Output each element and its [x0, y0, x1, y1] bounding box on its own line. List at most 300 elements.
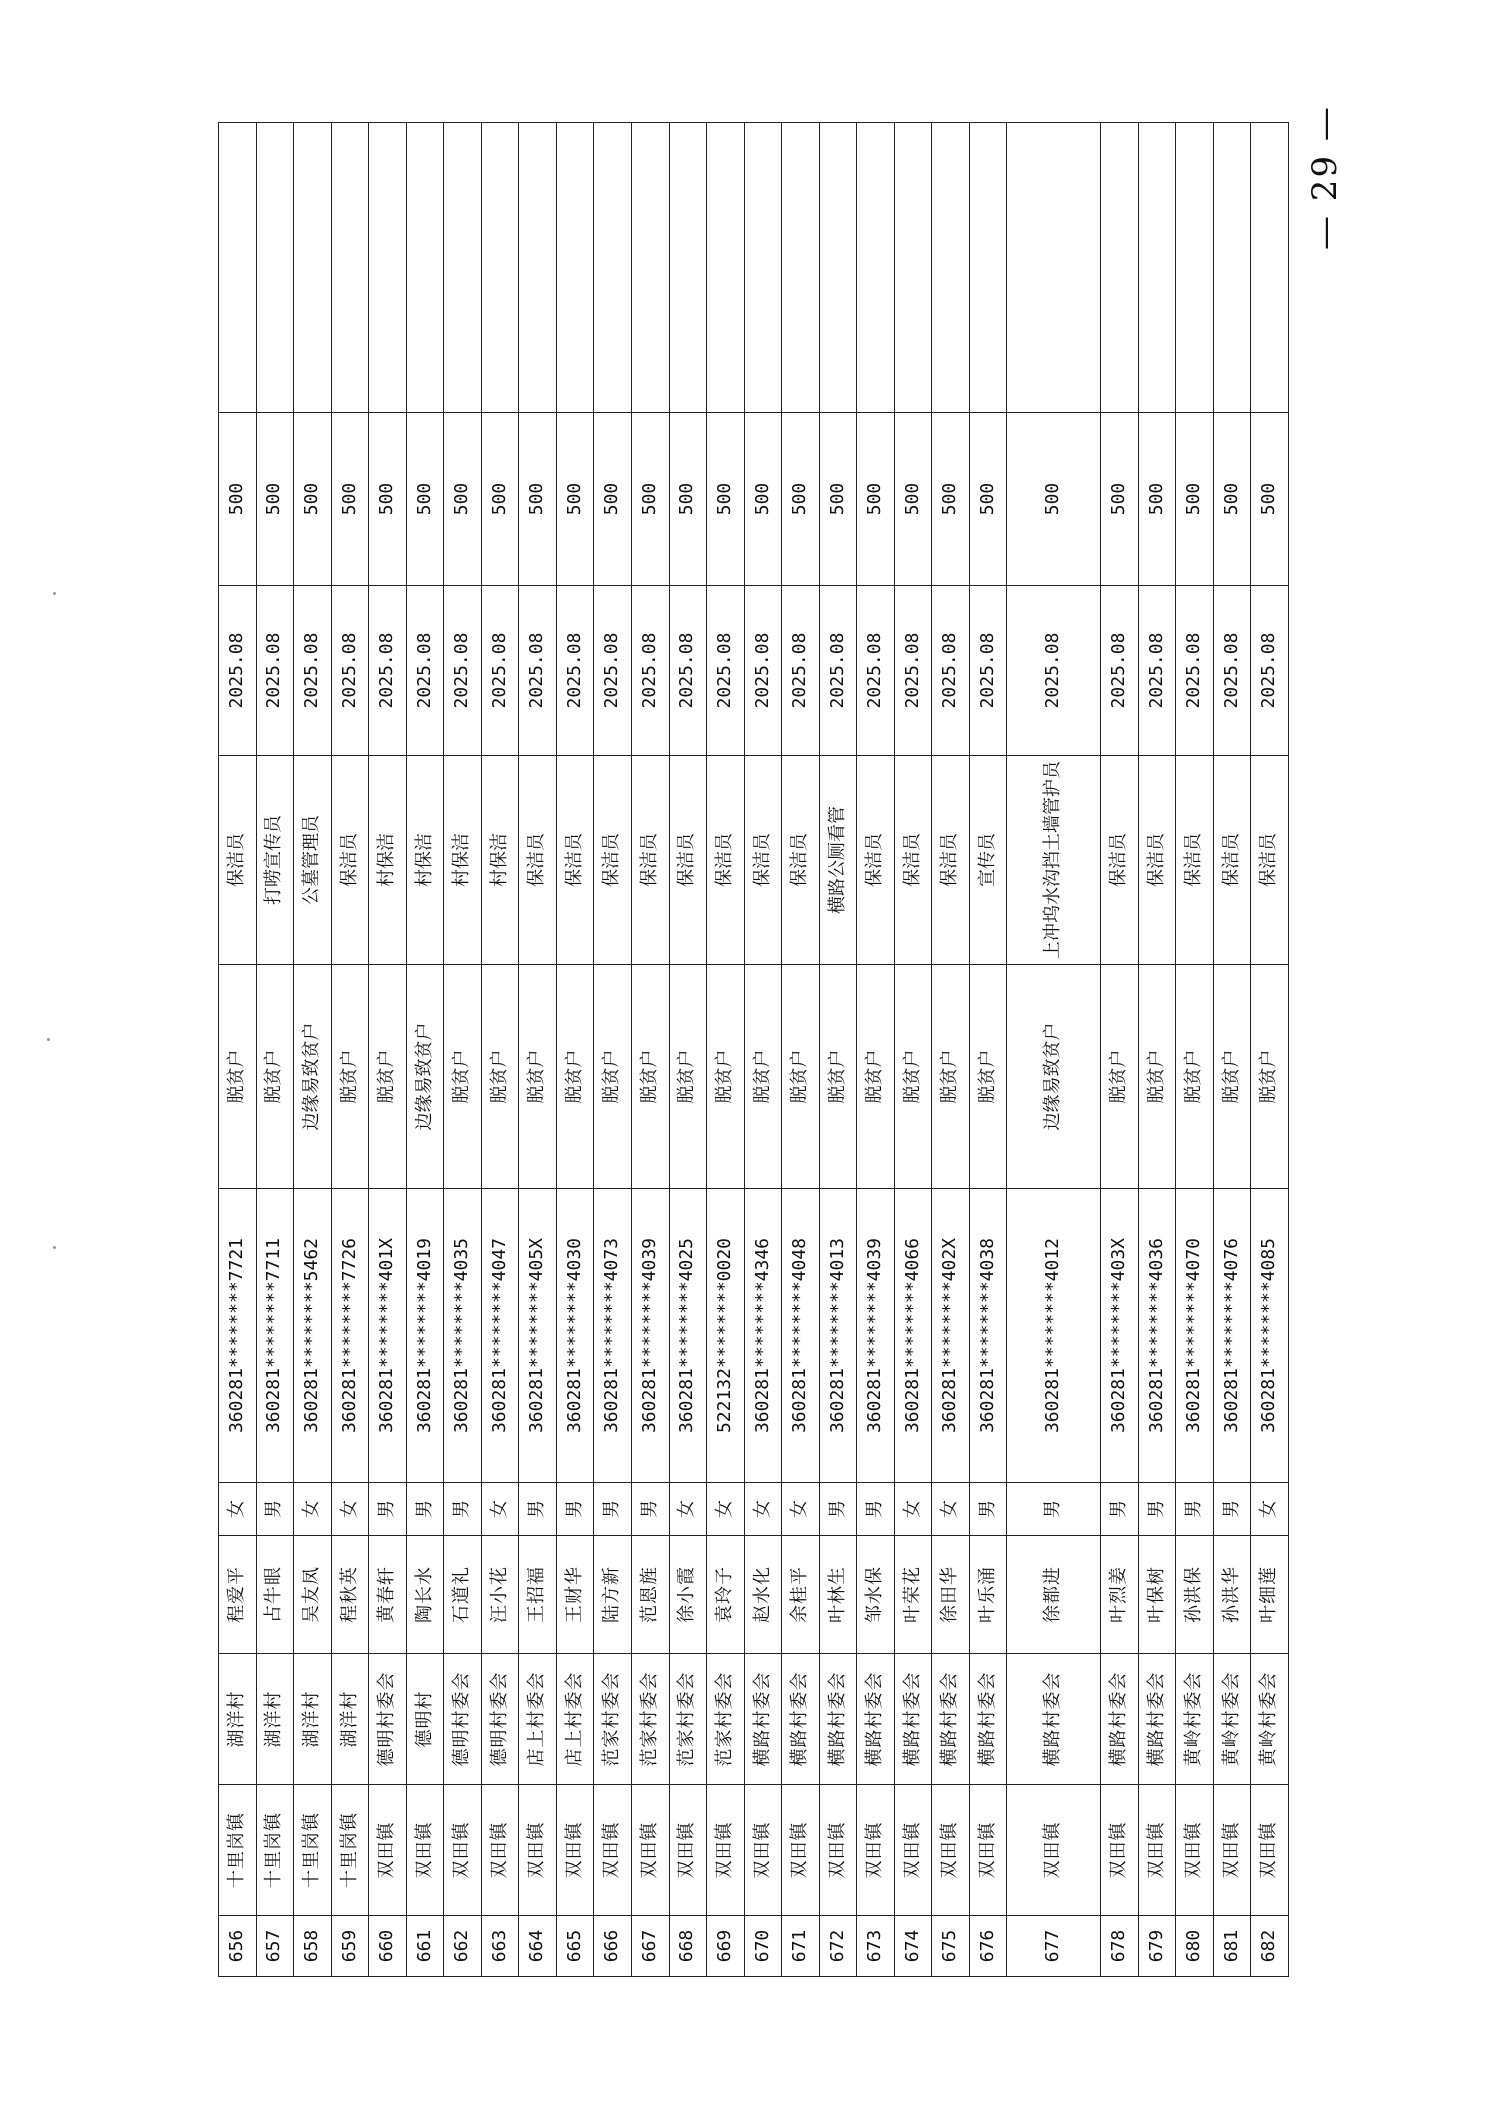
cell-town: 十里岗镇 — [256, 1785, 294, 1916]
cell-date: 2025.08 — [669, 586, 707, 756]
cell-name: 叶保树 — [1138, 1536, 1176, 1654]
cell-remarks — [1101, 123, 1139, 413]
cell-id: 360281********403X — [1101, 1189, 1139, 1483]
cell-amount: 500 — [1101, 413, 1139, 586]
cell-id: 360281********4012 — [1007, 1189, 1101, 1483]
scan-speck — [53, 1246, 56, 1249]
cell-type: 脱贫户 — [1101, 965, 1139, 1189]
cell-no: 678 — [1101, 1916, 1139, 1977]
cell-remarks — [932, 123, 970, 413]
table-row — [594, 123, 632, 1977]
cell-amount: 500 — [632, 413, 670, 586]
cell-name: 石道礼 — [444, 1536, 482, 1654]
cell-village: 湖洋村 — [219, 1654, 257, 1785]
cell-id: 360281********7726 — [331, 1189, 369, 1483]
cell-no: 663 — [481, 1916, 519, 1977]
cell-id: 360281********4073 — [594, 1189, 632, 1483]
cell-town: 双田镇 — [932, 1785, 970, 1916]
cell-date: 2025.08 — [969, 586, 1007, 756]
cell-job: 保洁员 — [744, 756, 782, 965]
table-row — [782, 123, 820, 1977]
cell-gender: 女 — [1251, 1483, 1289, 1536]
cell-gender: 男 — [1213, 1483, 1251, 1536]
cell-date: 2025.08 — [406, 586, 444, 756]
cell-date: 2025.08 — [331, 586, 369, 756]
cell-town: 双田镇 — [969, 1785, 1007, 1916]
cell-date: 2025.08 — [594, 586, 632, 756]
cell-no: 676 — [969, 1916, 1007, 1977]
cell-no: 675 — [932, 1916, 970, 1977]
cell-remarks — [894, 123, 932, 413]
cell-town: 双田镇 — [594, 1785, 632, 1916]
cell-amount: 500 — [406, 413, 444, 586]
cell-type: 脱贫户 — [1251, 965, 1289, 1189]
cell-village: 店上村委会 — [519, 1654, 557, 1785]
cell-town: 双田镇 — [819, 1785, 857, 1916]
cell-village: 横路村委会 — [782, 1654, 820, 1785]
cell-gender: 男 — [819, 1483, 857, 1536]
cell-gender: 男 — [594, 1483, 632, 1536]
cell-id: 360281********7721 — [219, 1189, 257, 1483]
cell-type: 脱贫户 — [331, 965, 369, 1189]
cell-amount: 500 — [594, 413, 632, 586]
cell-gender: 女 — [894, 1483, 932, 1536]
cell-amount: 500 — [331, 413, 369, 586]
cell-name: 汪小花 — [481, 1536, 519, 1654]
cell-no: 674 — [894, 1916, 932, 1977]
cell-id: 360281********4066 — [894, 1189, 932, 1483]
cell-amount: 500 — [707, 413, 745, 586]
cell-remarks — [1007, 123, 1101, 413]
cell-name: 陶长水 — [406, 1536, 444, 1654]
table-row — [331, 123, 369, 1977]
cell-name: 范恩旌 — [632, 1536, 670, 1654]
cell-date: 2025.08 — [632, 586, 670, 756]
cell-gender: 男 — [969, 1483, 1007, 1536]
cell-gender: 男 — [256, 1483, 294, 1536]
cell-remarks — [632, 123, 670, 413]
table-row — [1213, 123, 1251, 1977]
cell-no: 667 — [632, 1916, 670, 1977]
cell-job: 保洁员 — [519, 756, 557, 965]
cell-village: 德明村 — [406, 1654, 444, 1785]
cell-no: 666 — [594, 1916, 632, 1977]
cell-no: 661 — [406, 1916, 444, 1977]
table-row — [369, 123, 407, 1977]
cell-id: 360281********4039 — [632, 1189, 670, 1483]
cell-village: 横路村委会 — [857, 1654, 895, 1785]
cell-job: 保洁员 — [894, 756, 932, 965]
table-row — [894, 123, 932, 1977]
cell-name: 余桂平 — [782, 1536, 820, 1654]
cell-gender: 男 — [519, 1483, 557, 1536]
table-row — [556, 123, 594, 1977]
cell-job: 公墓管理员 — [294, 756, 332, 965]
cell-job: 保洁员 — [219, 756, 257, 965]
cell-type: 脱贫户 — [219, 965, 257, 1189]
cell-amount: 500 — [519, 413, 557, 586]
cell-name: 吴友凤 — [294, 1536, 332, 1654]
cell-job: 保洁员 — [782, 756, 820, 965]
table-row — [1176, 123, 1214, 1977]
table-row — [669, 123, 707, 1977]
table-row — [519, 123, 557, 1977]
cell-town: 双田镇 — [1007, 1785, 1101, 1916]
cell-no: 680 — [1176, 1916, 1214, 1977]
table-row — [707, 123, 745, 1977]
cell-village: 湖洋村 — [294, 1654, 332, 1785]
cell-amount: 500 — [1138, 413, 1176, 586]
cell-name: 叶细莲 — [1251, 1536, 1289, 1654]
cell-no: 677 — [1007, 1916, 1101, 1977]
cell-no: 669 — [707, 1916, 745, 1977]
cell-no: 673 — [857, 1916, 895, 1977]
cell-name: 孙洪保 — [1176, 1536, 1214, 1654]
cell-amount: 500 — [1007, 413, 1101, 586]
cell-type: 边缘易致贫户 — [406, 965, 444, 1189]
cell-no: 672 — [819, 1916, 857, 1977]
cell-gender: 男 — [632, 1483, 670, 1536]
cell-type: 脱贫户 — [819, 965, 857, 1189]
cell-amount: 500 — [744, 413, 782, 586]
cell-town: 双田镇 — [369, 1785, 407, 1916]
cell-name: 叶烈姜 — [1101, 1536, 1139, 1654]
cell-type: 脱贫户 — [594, 965, 632, 1189]
cell-gender: 女 — [707, 1483, 745, 1536]
cell-job: 保洁员 — [1176, 756, 1214, 965]
cell-remarks — [481, 123, 519, 413]
cell-amount: 500 — [894, 413, 932, 586]
cell-job: 保洁员 — [632, 756, 670, 965]
cell-remarks — [969, 123, 1007, 413]
cell-remarks — [331, 123, 369, 413]
cell-id: 360281********4048 — [782, 1189, 820, 1483]
cell-job: 保洁员 — [669, 756, 707, 965]
cell-id: 360281********5462 — [294, 1189, 332, 1483]
cell-name: 叶荣花 — [894, 1536, 932, 1654]
cell-name: 陆方新 — [594, 1536, 632, 1654]
cell-name: 占牛眼 — [256, 1536, 294, 1654]
cell-date: 2025.08 — [932, 586, 970, 756]
cell-village: 德明村委会 — [369, 1654, 407, 1785]
cell-no: 656 — [219, 1916, 257, 1977]
cell-job: 村保洁 — [369, 756, 407, 965]
cell-town: 双田镇 — [707, 1785, 745, 1916]
cell-date: 2025.08 — [1213, 586, 1251, 756]
cell-job: 保洁员 — [707, 756, 745, 965]
cell-type: 脱贫户 — [1176, 965, 1214, 1189]
cell-remarks — [294, 123, 332, 413]
cell-type: 边缘易致贫户 — [294, 965, 332, 1189]
cell-job: 宣传员 — [969, 756, 1007, 965]
cell-no: 658 — [294, 1916, 332, 1977]
cell-remarks — [669, 123, 707, 413]
cell-town: 双田镇 — [1213, 1785, 1251, 1916]
cell-type: 脱贫户 — [707, 965, 745, 1189]
table-row — [969, 123, 1007, 1977]
cell-name: 孙洪华 — [1213, 1536, 1251, 1654]
cell-job: 保洁员 — [1138, 756, 1176, 965]
cell-gender: 女 — [294, 1483, 332, 1536]
cell-type: 脱贫户 — [444, 965, 482, 1189]
cell-town: 双田镇 — [406, 1785, 444, 1916]
cell-name: 程爱平 — [219, 1536, 257, 1654]
cell-village: 黄岭村委会 — [1251, 1654, 1289, 1785]
cell-name: 叶乐涌 — [969, 1536, 1007, 1654]
cell-type: 脱贫户 — [969, 965, 1007, 1189]
cell-village: 湖洋村 — [331, 1654, 369, 1785]
table-row — [632, 123, 670, 1977]
cell-name: 徐小霞 — [669, 1536, 707, 1654]
cell-name: 王财华 — [556, 1536, 594, 1654]
cell-remarks — [594, 123, 632, 413]
cell-id: 360281********7711 — [256, 1189, 294, 1483]
cell-town: 十里岗镇 — [294, 1785, 332, 1916]
cell-date: 2025.08 — [782, 586, 820, 756]
cell-name: 徐都进 — [1007, 1536, 1101, 1654]
cell-date: 2025.08 — [369, 586, 407, 756]
cell-amount: 500 — [819, 413, 857, 586]
cell-date: 2025.08 — [556, 586, 594, 756]
cell-village: 德明村委会 — [481, 1654, 519, 1785]
cell-no: 668 — [669, 1916, 707, 1977]
cell-name: 程秋英 — [331, 1536, 369, 1654]
cell-date: 2025.08 — [481, 586, 519, 756]
cell-village: 范家村委会 — [632, 1654, 670, 1785]
cell-type: 脱贫户 — [556, 965, 594, 1189]
cell-type: 脱贫户 — [744, 965, 782, 1189]
table-row — [481, 123, 519, 1977]
cell-no: 671 — [782, 1916, 820, 1977]
cell-village: 横路村委会 — [1138, 1654, 1176, 1785]
cell-village: 横路村委会 — [969, 1654, 1007, 1785]
cell-name: 邹水保 — [857, 1536, 895, 1654]
cell-village: 范家村委会 — [594, 1654, 632, 1785]
cell-no: 657 — [256, 1916, 294, 1977]
cell-job: 打唠宣传员 — [256, 756, 294, 965]
cell-town: 双田镇 — [481, 1785, 519, 1916]
cell-id: 360281********402X — [932, 1189, 970, 1483]
cell-amount: 500 — [256, 413, 294, 586]
cell-name: 赵水化 — [744, 1536, 782, 1654]
cell-id: 360281********4085 — [1251, 1189, 1289, 1483]
cell-job: 保洁员 — [594, 756, 632, 965]
cell-remarks — [556, 123, 594, 413]
table-row — [444, 123, 482, 1977]
cell-village: 范家村委会 — [707, 1654, 745, 1785]
cell-gender: 男 — [444, 1483, 482, 1536]
cell-town: 双田镇 — [1176, 1785, 1214, 1916]
page-number: — 29 — — [1305, 105, 1345, 250]
cell-date: 2025.08 — [256, 586, 294, 756]
cell-amount: 500 — [782, 413, 820, 586]
cell-job: 上冲坞水沟挡土墙管护员 — [1007, 756, 1101, 965]
cell-remarks — [369, 123, 407, 413]
cell-job: 保洁员 — [331, 756, 369, 965]
cell-name: 王招福 — [519, 1536, 557, 1654]
cell-village: 横路村委会 — [1101, 1654, 1139, 1785]
cell-date: 2025.08 — [894, 586, 932, 756]
cell-town: 双田镇 — [857, 1785, 895, 1916]
table-row — [1101, 123, 1139, 1977]
cell-name: 徐田华 — [932, 1536, 970, 1654]
cell-type: 脱贫户 — [782, 965, 820, 1189]
cell-date: 2025.08 — [1101, 586, 1139, 756]
cell-amount: 500 — [294, 413, 332, 586]
cell-village: 横路村委会 — [932, 1654, 970, 1785]
cell-job: 保洁员 — [857, 756, 895, 965]
cell-id: 360281********4035 — [444, 1189, 482, 1483]
cell-remarks — [406, 123, 444, 413]
cell-gender: 男 — [857, 1483, 895, 1536]
cell-date: 2025.08 — [294, 586, 332, 756]
cell-no: 664 — [519, 1916, 557, 1977]
cell-date: 2025.08 — [1007, 586, 1101, 756]
cell-type: 脱贫户 — [369, 965, 407, 1189]
cell-town: 双田镇 — [669, 1785, 707, 1916]
cell-job: 保洁员 — [1213, 756, 1251, 965]
cell-date: 2025.08 — [819, 586, 857, 756]
cell-amount: 500 — [1251, 413, 1289, 586]
cell-town: 双田镇 — [556, 1785, 594, 1916]
cell-job: 村保洁 — [406, 756, 444, 965]
cell-date: 2025.08 — [707, 586, 745, 756]
cell-amount: 500 — [1213, 413, 1251, 586]
cell-amount: 500 — [969, 413, 1007, 586]
cell-job: 保洁员 — [1101, 756, 1139, 965]
cell-gender: 男 — [556, 1483, 594, 1536]
cell-remarks — [782, 123, 820, 413]
cell-date: 2025.08 — [444, 586, 482, 756]
cell-gender: 男 — [406, 1483, 444, 1536]
cell-type: 脱贫户 — [1138, 965, 1176, 1189]
cell-id: 360281********4038 — [969, 1189, 1007, 1483]
cell-id: 360281********4019 — [406, 1189, 444, 1483]
table-row — [406, 123, 444, 1977]
cell-type: 脱贫户 — [1213, 965, 1251, 1189]
cell-amount: 500 — [857, 413, 895, 586]
cell-job: 保洁员 — [1251, 756, 1289, 965]
cell-remarks — [1213, 123, 1251, 413]
table-row — [857, 123, 895, 1977]
cell-date: 2025.08 — [857, 586, 895, 756]
table-row — [932, 123, 970, 1977]
cell-remarks — [444, 123, 482, 413]
cell-id: 360281********4346 — [744, 1189, 782, 1483]
cell-date: 2025.08 — [1251, 586, 1289, 756]
cell-job: 保洁员 — [556, 756, 594, 965]
cell-gender: 女 — [481, 1483, 519, 1536]
cell-no: 660 — [369, 1916, 407, 1977]
cell-remarks — [857, 123, 895, 413]
cell-type: 脱贫户 — [256, 965, 294, 1189]
cell-date: 2025.08 — [219, 586, 257, 756]
cell-village: 店上村委会 — [556, 1654, 594, 1785]
cell-town: 双田镇 — [1251, 1785, 1289, 1916]
cell-village: 横路村委会 — [894, 1654, 932, 1785]
cell-gender: 男 — [1176, 1483, 1214, 1536]
table-row — [819, 123, 857, 1977]
cell-village: 范家村委会 — [669, 1654, 707, 1785]
cell-date: 2025.08 — [1138, 586, 1176, 756]
cell-remarks — [744, 123, 782, 413]
cell-id: 360281********4047 — [481, 1189, 519, 1483]
cell-gender: 女 — [669, 1483, 707, 1536]
cell-town: 双田镇 — [782, 1785, 820, 1916]
cell-no: 670 — [744, 1916, 782, 1977]
cell-id: 360281********4013 — [819, 1189, 857, 1483]
table-row — [294, 123, 332, 1977]
cell-remarks — [1251, 123, 1289, 413]
cell-id: 360281********4030 — [556, 1189, 594, 1483]
cell-no: 682 — [1251, 1916, 1289, 1977]
table-row — [744, 123, 782, 1977]
table-body — [219, 123, 1289, 1977]
cell-gender: 女 — [932, 1483, 970, 1536]
cell-type: 脱贫户 — [481, 965, 519, 1189]
cell-amount: 500 — [932, 413, 970, 586]
cell-remarks — [707, 123, 745, 413]
cell-amount: 500 — [1176, 413, 1214, 586]
cell-gender: 男 — [369, 1483, 407, 1536]
cell-town: 双田镇 — [632, 1785, 670, 1916]
cell-amount: 500 — [556, 413, 594, 586]
cell-remarks — [519, 123, 557, 413]
table-row — [256, 123, 294, 1977]
scan-speck — [53, 592, 56, 595]
cell-village: 黄岭村委会 — [1213, 1654, 1251, 1785]
cell-id: 360281********4025 — [669, 1189, 707, 1483]
cell-remarks — [1138, 123, 1176, 413]
cell-village: 黄岭村委会 — [1176, 1654, 1214, 1785]
cell-village: 湖洋村 — [256, 1654, 294, 1785]
cell-type: 脱贫户 — [669, 965, 707, 1189]
cell-type: 脱贫户 — [519, 965, 557, 1189]
cell-village: 横路村委会 — [1007, 1654, 1101, 1785]
table-row — [1251, 123, 1289, 1977]
table-row — [1007, 123, 1101, 1977]
cell-gender: 男 — [1138, 1483, 1176, 1536]
cell-amount: 500 — [669, 413, 707, 586]
cell-id: 522132********0020 — [707, 1189, 745, 1483]
cell-no: 665 — [556, 1916, 594, 1977]
cell-amount: 500 — [444, 413, 482, 586]
cell-date: 2025.08 — [1176, 586, 1214, 756]
cell-job: 横路公厕看管 — [819, 756, 857, 965]
cell-name: 叶林生 — [819, 1536, 857, 1654]
cell-remarks — [1176, 123, 1214, 413]
cell-village: 横路村委会 — [819, 1654, 857, 1785]
beneficiary-table — [218, 122, 1289, 1977]
cell-village: 德明村委会 — [444, 1654, 482, 1785]
cell-id: 360281********4039 — [857, 1189, 895, 1483]
cell-type: 脱贫户 — [857, 965, 895, 1189]
cell-no: 662 — [444, 1916, 482, 1977]
cell-no: 659 — [331, 1916, 369, 1977]
cell-amount: 500 — [481, 413, 519, 586]
cell-remarks — [219, 123, 257, 413]
cell-town: 双田镇 — [444, 1785, 482, 1916]
cell-id: 360281********4036 — [1138, 1189, 1176, 1483]
cell-id: 360281********405X — [519, 1189, 557, 1483]
table-row — [1138, 123, 1176, 1977]
cell-remarks — [256, 123, 294, 413]
cell-type: 脱贫户 — [894, 965, 932, 1189]
cell-id: 360281********4070 — [1176, 1189, 1214, 1483]
cell-amount: 500 — [369, 413, 407, 586]
cell-id: 360281********401X — [369, 1189, 407, 1483]
cell-gender: 女 — [744, 1483, 782, 1536]
